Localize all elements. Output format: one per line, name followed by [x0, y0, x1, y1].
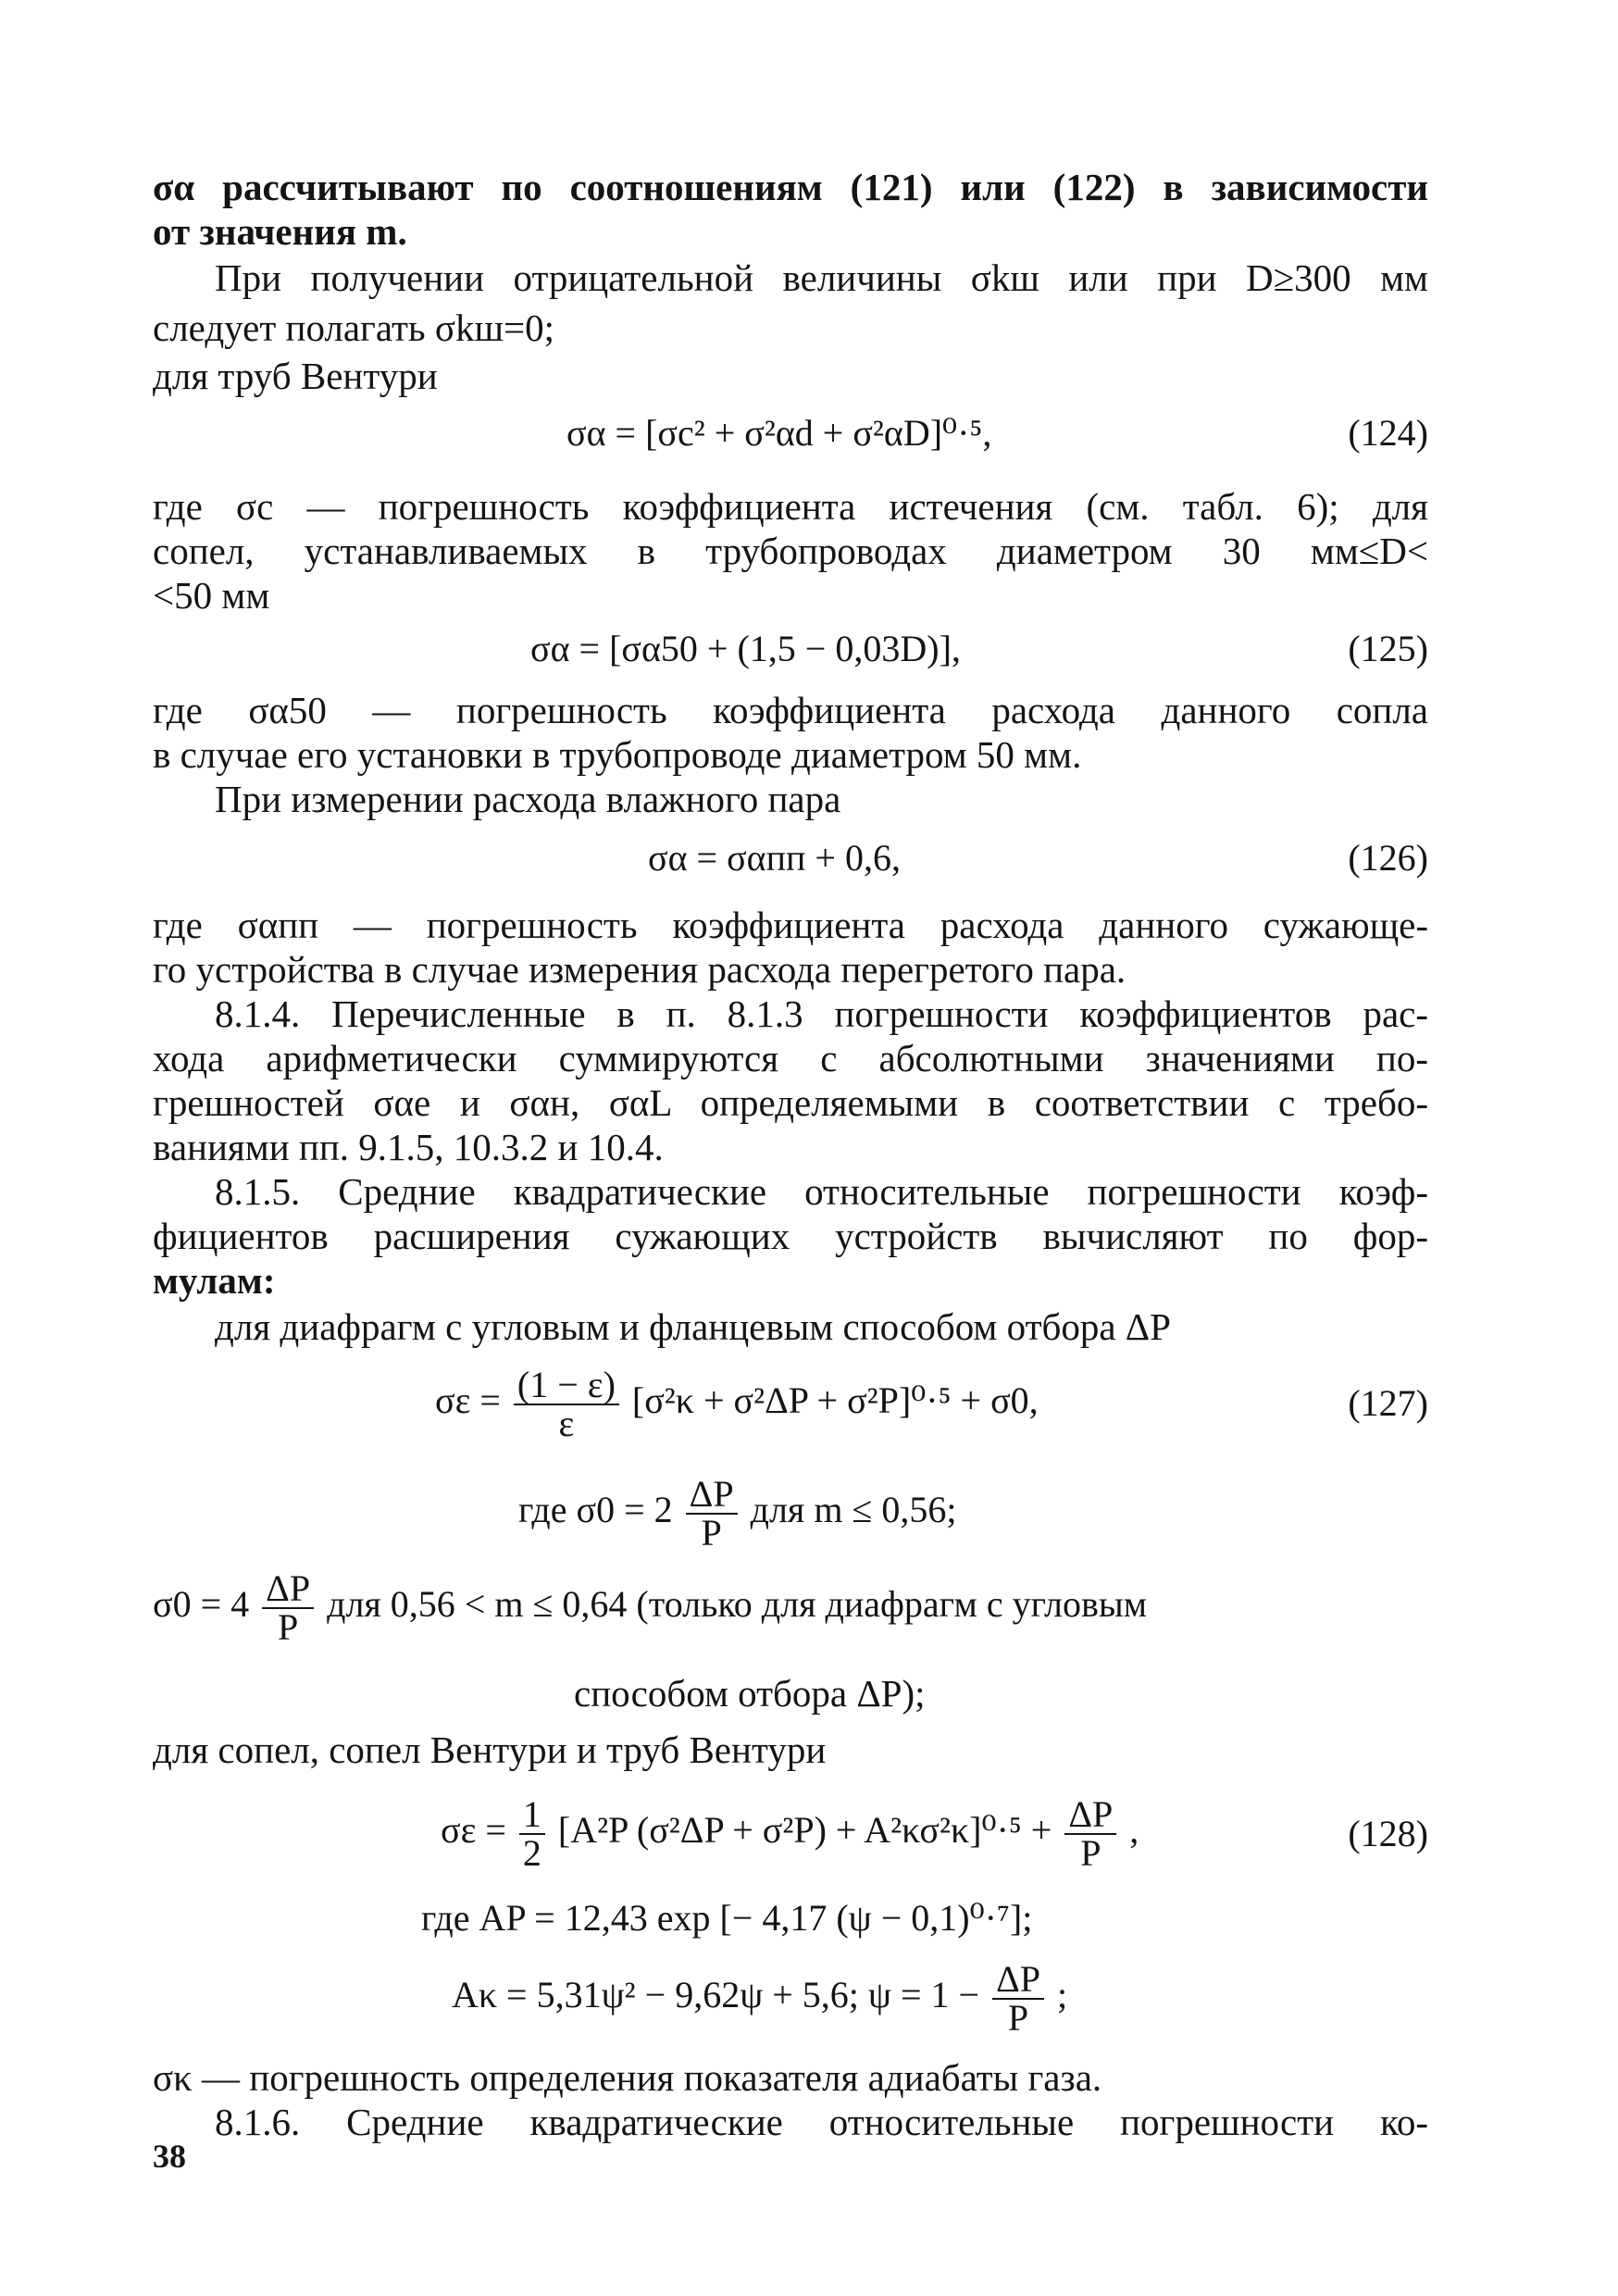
fraction-numerator: ΔP	[262, 1570, 314, 1609]
equation-text: ;	[1057, 1974, 1068, 2016]
text-line: мулам:	[153, 1259, 276, 1302]
equation-128-definition-1: где AP = 12,43 exp [− 4,17 (ψ − 0,1)⁰·⁷];	[421, 1897, 1033, 1939]
text-line: в случае его установки в трубопроводе диаметром 50 мм.	[153, 733, 1082, 776]
fraction	[514, 1366, 619, 1442]
text-line: При получении отрицательной величины σkш или при D≥300 мм	[215, 256, 1428, 299]
equation-number-125: (125)	[1348, 628, 1428, 669]
text-line: ваниями пп. 9.1.5, 10.3.2 и 10.4.	[153, 1126, 664, 1168]
equation-number-128: (128)	[1348, 1813, 1428, 1854]
fraction-denominator: P	[701, 1512, 722, 1554]
equation-124: σα = [σc² + σ²αd + σ²αD]⁰·⁵,	[566, 412, 992, 454]
equation-126: σα = σαпп + 0,6,	[648, 837, 901, 879]
text-line: хода арифметически суммируются с абсолютными значениями по-	[153, 1037, 1428, 1079]
equation-text: σ0 = 4	[153, 1583, 250, 1626]
text-line: сопел, устанавливаемых в трубопроводах диаметром 30 мм≤D<	[153, 530, 1428, 572]
fraction-denominator: P	[277, 1606, 299, 1648]
fraction	[686, 1473, 738, 1554]
equation-127-condition-2	[153, 1567, 1148, 1648]
text-line: 8.1.4. Перечисленные в п. 8.1.3 погрешности коэффициентов рас-	[215, 992, 1428, 1035]
text-line: от значения m.	[153, 210, 407, 253]
equation-125: σα = [σα50 + (1,5 − 0,03D)],	[530, 628, 961, 669]
text-line: фициентов расширения сужающих устройств вычисляют по фор-	[153, 1215, 1428, 1257]
text-line: где σαпп — погрешность коэффициента расхода данного сужающе-	[153, 904, 1428, 946]
equation-number-124: (124)	[1348, 412, 1428, 454]
fraction	[992, 1958, 1044, 2039]
fraction	[519, 1793, 545, 1874]
equation-number-127: (127)	[1348, 1382, 1428, 1424]
fraction-numerator: ΔP	[992, 1961, 1044, 2000]
text-line: для труб Вентури	[153, 355, 438, 397]
text-line: σκ — погрешность определения показателя адиабаты газа.	[153, 2056, 1102, 2099]
text-line: При измерении расхода влажного пара	[215, 778, 841, 820]
fraction-denominator: ε	[558, 1403, 575, 1444]
text-line: 8.1.5. Средние квадратические относительные погрешности коэф-	[215, 1170, 1428, 1213]
fraction	[1064, 1793, 1116, 1874]
fraction-numerator: ΔP	[686, 1476, 738, 1515]
text-line: следует полагать σkш=0;	[153, 306, 555, 349]
equation-128	[441, 1793, 1139, 1874]
equation-127	[435, 1366, 1039, 1442]
equation-128-definition-2	[452, 1958, 1068, 2039]
text-line: для сопел, сопел Вентури и труб Вентури	[153, 1728, 827, 1771]
text-line: где σc — погрешность коэффициента истечения (см. табл. 6); для	[153, 485, 1428, 528]
equation-text: где σ0 = 2	[518, 1489, 673, 1531]
equation-127-left: σε =	[435, 1379, 501, 1422]
fraction-denominator: 2	[522, 1832, 541, 1874]
fraction	[262, 1567, 314, 1648]
fraction-denominator: P	[1007, 1997, 1029, 2039]
equation-text: для m ≤ 0,56;	[750, 1489, 957, 1531]
equation-text: [A²P (σ²ΔP + σ²P) + A²κσ²κ]⁰·⁵ +	[557, 1809, 1052, 1852]
fraction-numerator: ΔP	[1064, 1796, 1116, 1835]
equation-text: ,	[1129, 1809, 1139, 1852]
fraction-denominator: P	[1080, 1832, 1101, 1874]
text-line: способом отбора ΔP);	[574, 1672, 926, 1715]
text-line: σα рассчитывают по соотношениям (121) или (122) в зависимости	[153, 166, 1428, 208]
fraction-numerator: 1	[519, 1796, 545, 1835]
page-number: 38	[153, 2138, 186, 2175]
text-line: грешностей σαe и σαн, σαL определяемыми в соответствии с требо-	[153, 1081, 1428, 1124]
equation-text: Aκ = 5,31ψ² − 9,62ψ + 5,6; ψ = 1 −	[452, 1974, 980, 2016]
fraction-numerator: (1 − ε)	[514, 1366, 619, 1405]
text-line: <50 мм	[153, 574, 270, 617]
equation-127-right: [σ²κ + σ²ΔP + σ²P]⁰·⁵ + σ0,	[631, 1379, 1039, 1422]
equation-number-126: (126)	[1348, 837, 1428, 879]
text-line: где σα50 — погрешность коэффициента расхода данного сопла	[153, 689, 1428, 731]
equation-127-condition-1	[518, 1473, 957, 1554]
text-line: 8.1.6. Средние квадратические относительные погрешности ко-	[215, 2101, 1428, 2143]
text-line: для диафрагм с угловым и фланцевым способом отбора ΔP	[215, 1305, 1171, 1348]
equation-text: для 0,56 < m ≤ 0,64 (только для диафрагм с угловым	[327, 1583, 1148, 1626]
equation-text: σε =	[441, 1809, 506, 1852]
text-line: го устройства в случае измерения расхода перегретого пара.	[153, 948, 1126, 991]
